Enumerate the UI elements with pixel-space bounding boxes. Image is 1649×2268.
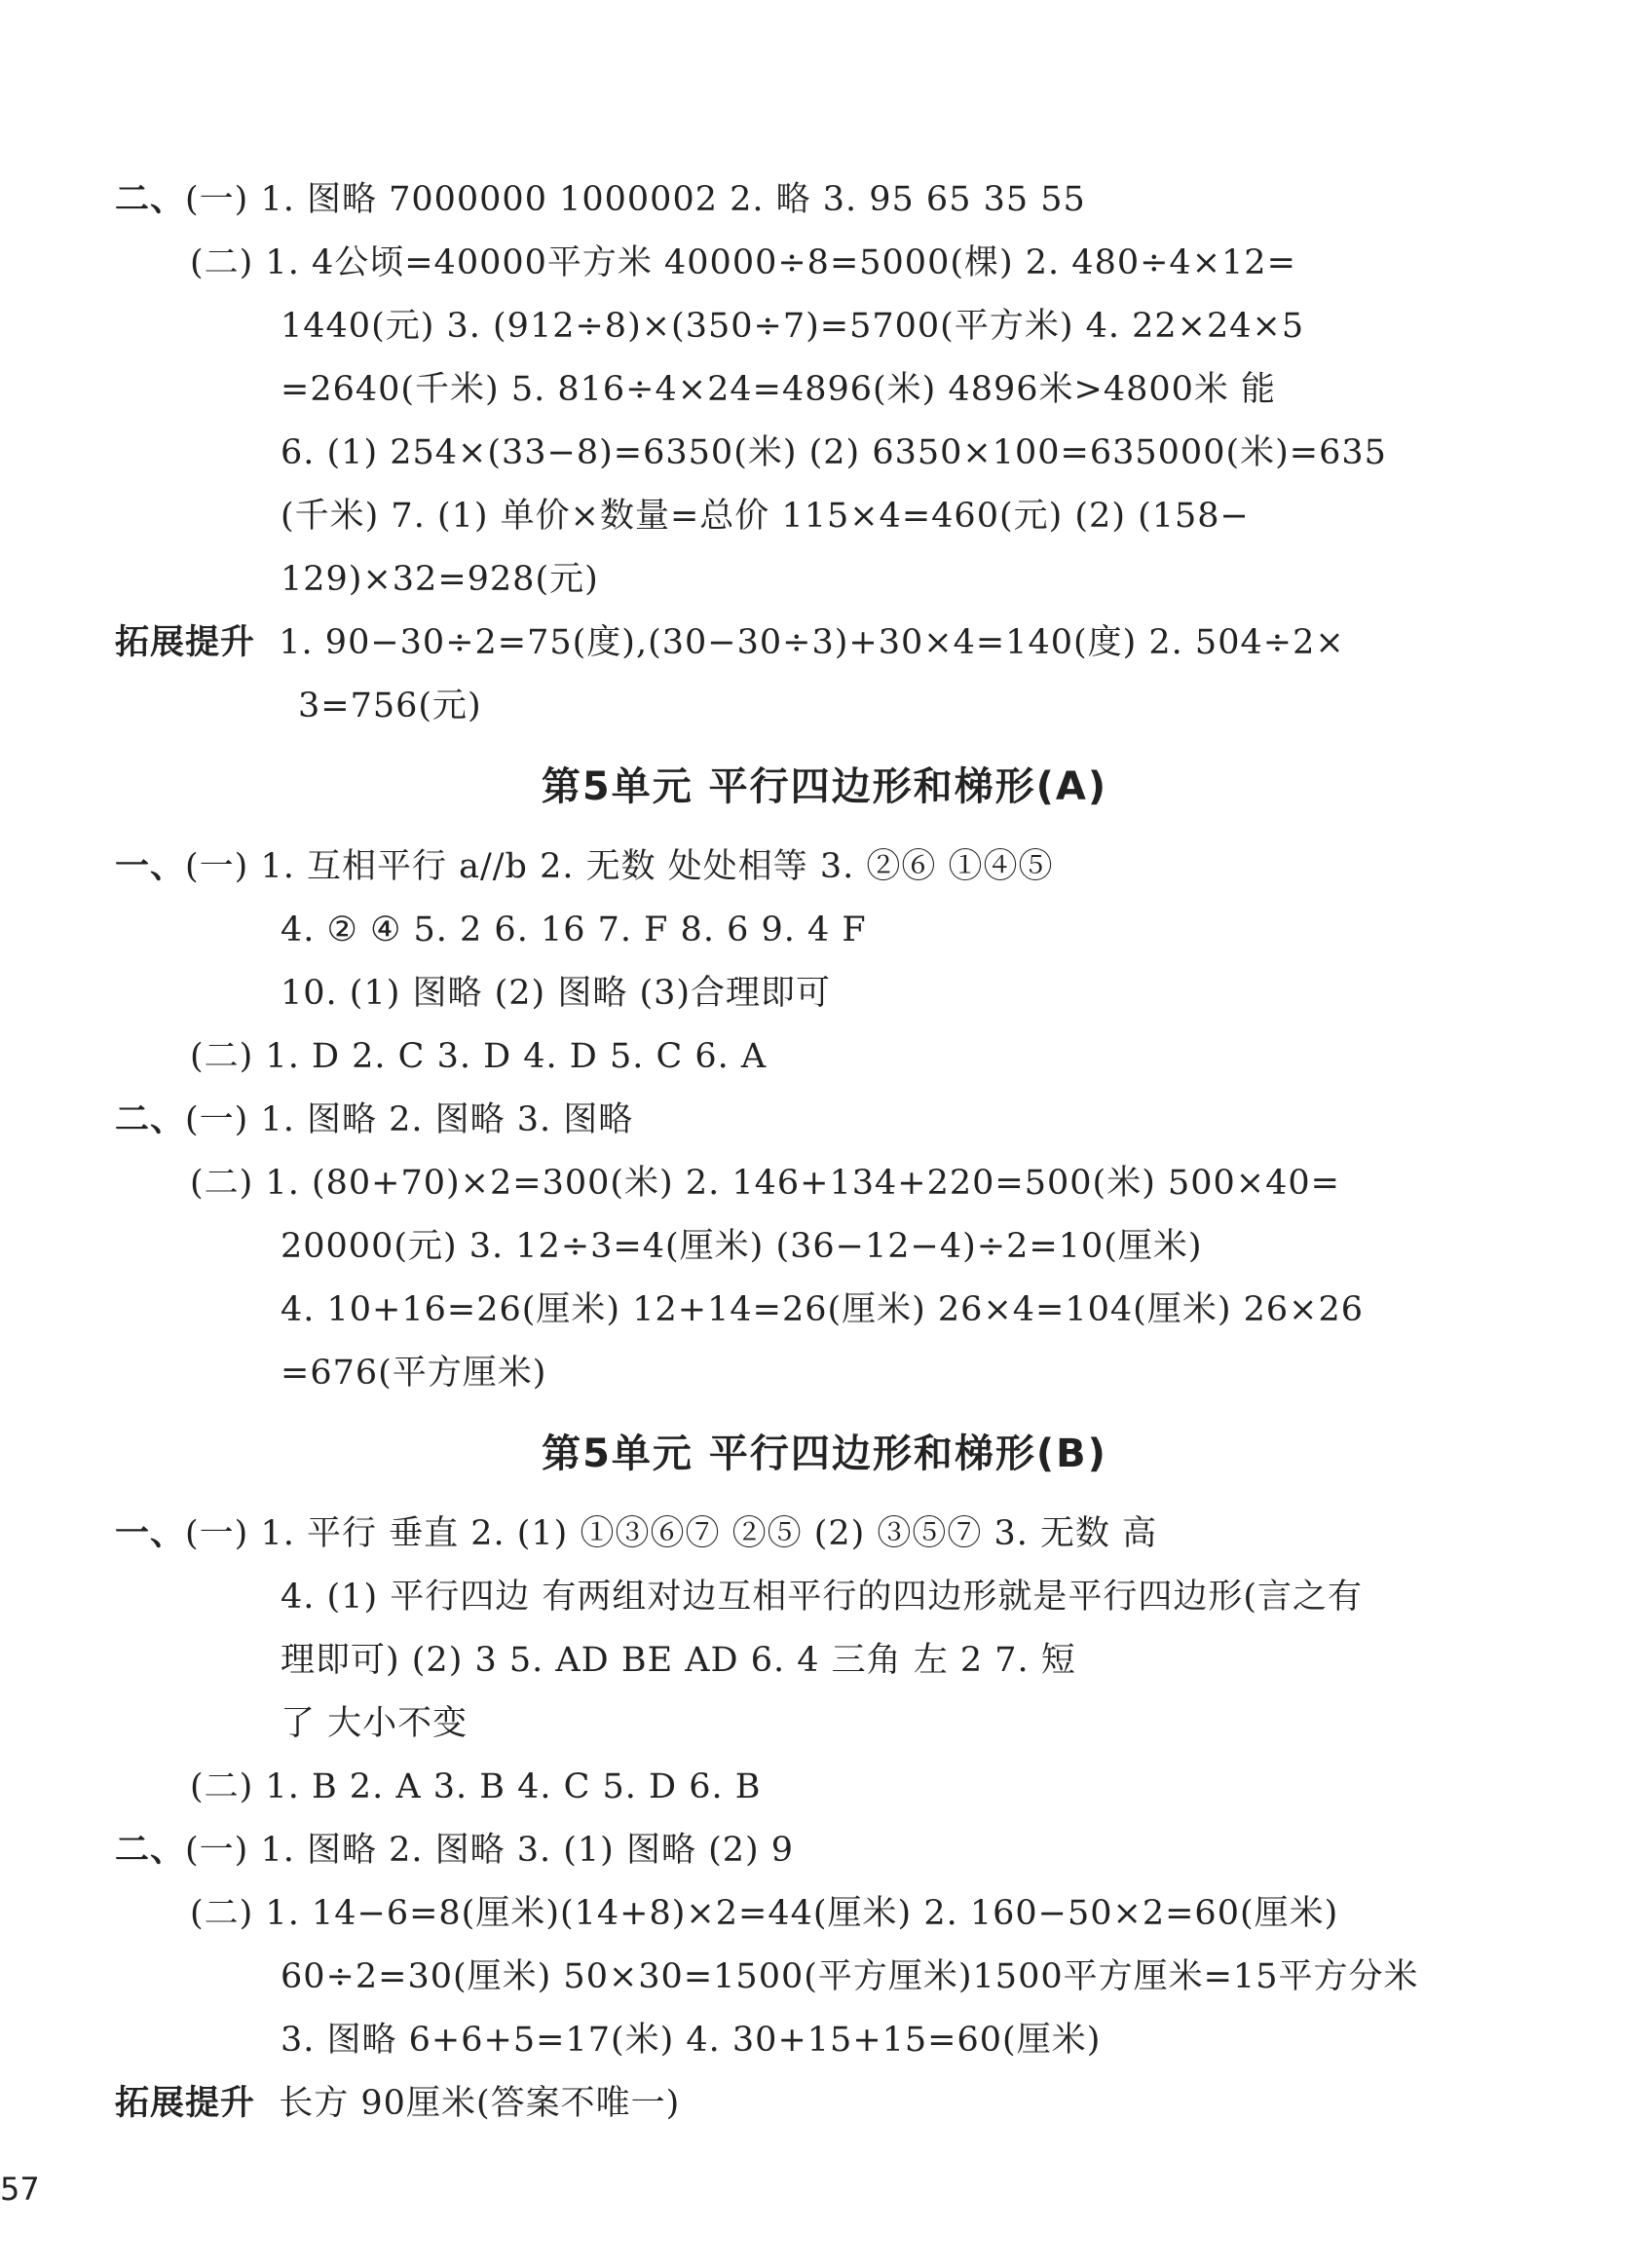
section-label: 一、 [115, 847, 186, 886]
section-label: 二、 [115, 1100, 186, 1139]
answer-text: (一) 1. 互相平行 a//b 2. 无数 处处相等 3. ②⑥ ①④⑤ [185, 847, 1054, 886]
answer-line: 129)×32=928(元) [281, 560, 599, 599]
answer-line: 3. 图略 6+6+5=17(米) 4. 30+15+15=60(厘米) [281, 2021, 1102, 2060]
answer-line: (二) 1. B 2. A 3. B 4. C 5. D 6. B [190, 1767, 762, 1806]
answer-line [115, 1827, 794, 1874]
answer-line: 理即可) (2) 3 5. AD BE AD 6. 4 三角 左 2 7. 短 [281, 1641, 1076, 1680]
answer-line: 4. ② ④ 5. 2 6. 16 7. F 8. 6 9. 4 F [281, 911, 867, 949]
section-label: 拓展提升 [115, 2084, 256, 2123]
answer-line [115, 1097, 633, 1143]
answer-line: 3=756(元) [298, 687, 482, 725]
page-number: 57 [0, 2171, 40, 2208]
answer-line [115, 619, 1345, 666]
section-heading: 第5单元 平行四边形和梯形(B) [542, 1431, 1107, 1476]
answer-line: 1440(元) 3. (912÷8)×(350÷7)=5700(平方米) 4. 22×24×5 [281, 307, 1305, 346]
answer-line [115, 2080, 680, 2127]
answer-line: 60÷2=30(厘米) 50×30=1500(平方厘米)1500平方厘米=15平方分米 [281, 1957, 1419, 1996]
answer-line: (二) 1. 14−6=8(厘米)(14+8)×2=44(厘米) 2. 160−50×2=60(厘米) [190, 1894, 1339, 1933]
answer-text: 长方 90厘米(答案不唯一) [279, 2084, 681, 2123]
section-label: 二、 [115, 180, 186, 219]
section-label: 一、 [115, 1514, 186, 1553]
answer-line: (二) 1. (80+70)×2=300(米) 2. 146+134+220=500(米) 500×40= [190, 1164, 1340, 1203]
answer-text: (一) 1. 图略 7000000 1000002 2. 略 3. 95 65 35 55 [185, 180, 1086, 219]
answer-line: 了 大小不变 [281, 1704, 468, 1743]
answer-line: =676(平方厘米) [281, 1354, 547, 1393]
answer-line [115, 176, 1086, 223]
section-heading: 第5单元 平行四边形和梯形(A) [541, 764, 1108, 809]
answer-text: 1. 90−30÷2=75(度),(30−30÷3)+30×4=140(度) 2. 504÷2× [279, 623, 1345, 662]
answer-line: 4. 10+16=26(厘米) 12+14=26(厘米) 26×4=104(厘米) 26×26 [281, 1290, 1365, 1329]
answer-line [115, 1510, 1157, 1557]
section-label: 二、 [115, 1831, 186, 1870]
answer-line: 10. (1) 图略 (2) 图略 (3)合理即可 [281, 974, 832, 1013]
answer-line: 20000(元) 3. 12÷3=4(厘米) (36−12−4)÷2=10(厘米) [281, 1227, 1203, 1266]
answer-line: (千米) 7. (1) 单价×数量=总价 115×4=460(元) (2) (158− [281, 497, 1250, 536]
answer-line: 4. (1) 平行四边 有两组对边互相平行的四边形就是平行四边形(言之有 [281, 1578, 1364, 1617]
answer-text: (一) 1. 图略 2. 图略 3. (1) 图略 (2) 9 [185, 1831, 795, 1870]
answer-text: (一) 1. 图略 2. 图略 3. 图略 [185, 1100, 634, 1139]
answer-line: (二) 1. 4公顷=40000平方米 40000÷8=5000(棵) 2. 480÷4×12= [190, 243, 1296, 282]
answer-line: (二) 1. D 2. C 3. D 4. D 5. C 6. A [190, 1037, 768, 1076]
answer-line: =2640(千米) 5. 816÷4×24=4896(米) 4896米>4800米 能 [281, 370, 1277, 409]
answer-line [115, 843, 1054, 890]
answer-text: (一) 1. 平行 垂直 2. (1) ①③⑥⑦ ②⑤ (2) ③⑤⑦ 3. 无数 高 [185, 1514, 1158, 1553]
section-label: 拓展提升 [115, 623, 256, 662]
answer-line: 6. (1) 254×(33−8)=6350(米) (2) 6350×100=635000(米)=635 [281, 433, 1387, 472]
